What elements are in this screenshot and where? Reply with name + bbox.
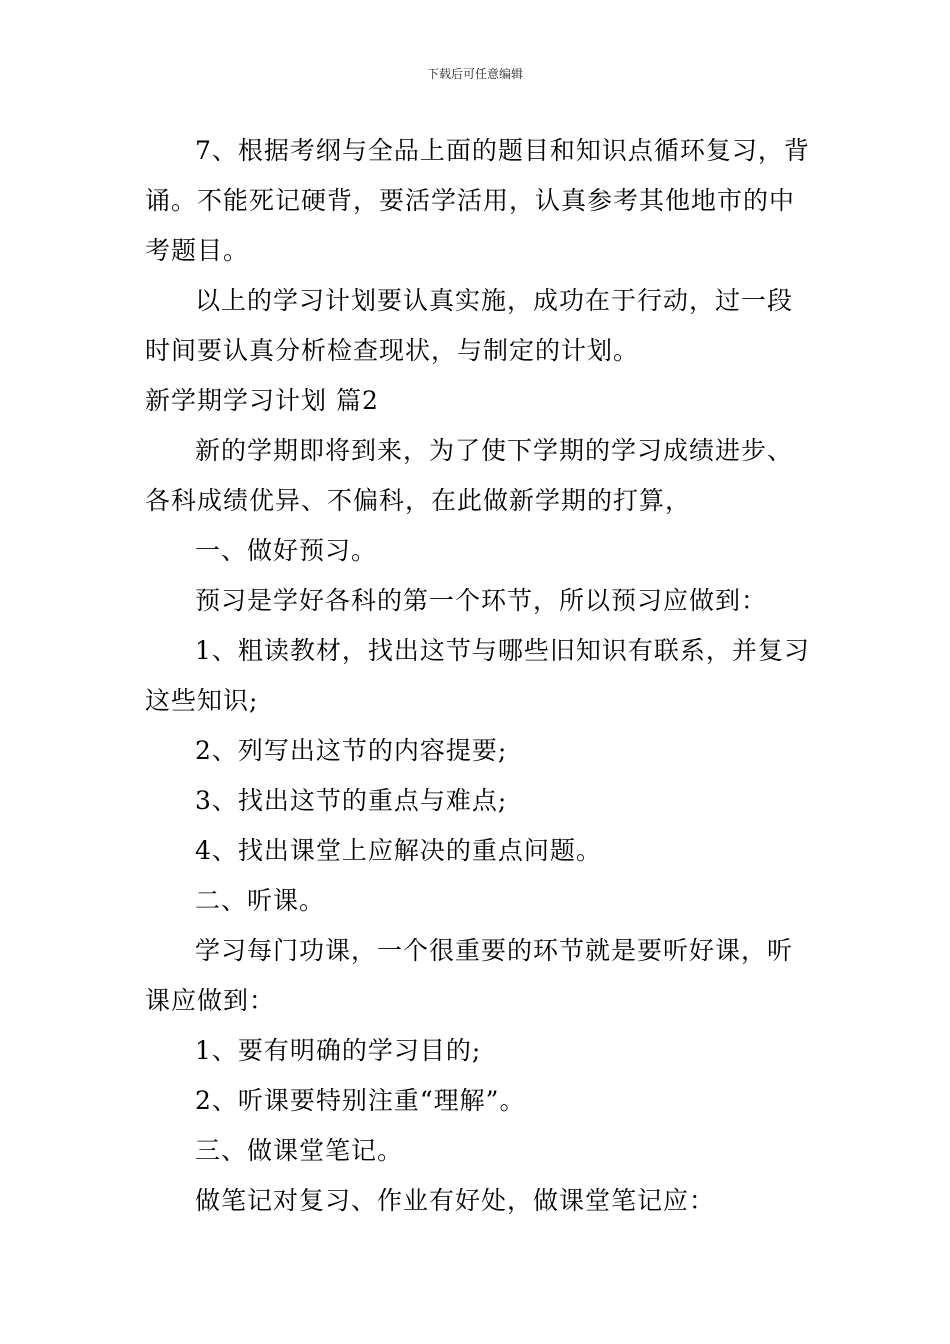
list-item: 1、要有明确的学习目的; <box>195 1036 482 1065</box>
paragraph: 以上的学习计划要认真实施，成功在于行动，过一段时间要认真分析检查现状，与制定的计划。 <box>145 286 794 365</box>
paragraph: 预习是学好各科的第一个环节，所以预习应做到： <box>195 586 768 615</box>
list-item: 4、找出课堂上应解决的重点问题。 <box>195 836 602 865</box>
list-item: 1、粗读教材，找出这节与哪些旧知识有联系，并复习这些知识; <box>145 636 810 715</box>
section-heading: 新学期学习计划 篇2 <box>145 386 379 415</box>
paragraph: 一、做好预习。 <box>195 536 378 565</box>
paragraph: 二、听课。 <box>195 886 326 915</box>
page-header: 下载后可任意编辑 <box>426 67 523 81</box>
list-item: 3、找出这节的重点与难点; <box>195 786 508 815</box>
list-item: 2、列写出这节的内容提要; <box>195 736 508 765</box>
document-body <box>145 126 810 1226</box>
list-item: 2、听课要特别注重“理解”。 <box>195 1086 526 1115</box>
paragraph: 7、根据考纲与全品上面的题目和知识点循环复习，背诵。不能死记硬背，要活学活用，认真参考其他地市的中考题目。 <box>145 136 810 265</box>
paragraph: 三、做课堂笔记。 <box>195 1136 404 1165</box>
paragraph: 学习每门功课，一个很重要的环节就是要听好课，听课应做到： <box>145 936 794 1015</box>
paragraph: 新的学期即将到来，为了使下学期的学习成绩进步、各科成绩优异、不偏科，在此做新学期的打算， <box>145 436 794 515</box>
paragraph: 做笔记对复习、作业有好处，做课堂笔记应： <box>195 1186 716 1215</box>
